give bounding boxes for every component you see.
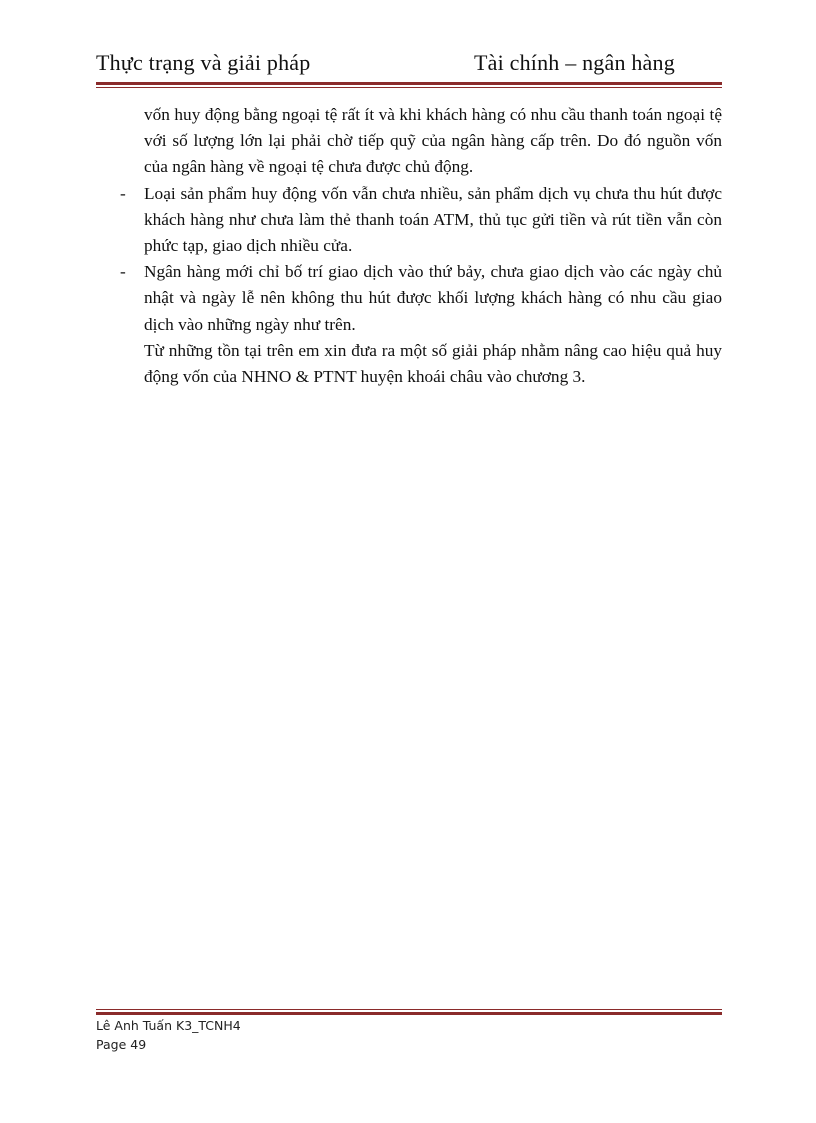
page-header bbox=[96, 50, 722, 82]
header-right-title: Tài chính – ngân hàng bbox=[474, 50, 675, 75]
intro-paragraph: vốn huy động bằng ngoại tệ rất ít và khi khách hàng có nhu cầu thanh toán ngoại tệ với số lượng lớn lại phải chờ tiếp quỹ của ngân hàng cấp trên. Do đó nguồn vốn của ngân hàng về ngoại tệ chưa được chủ động. bbox=[144, 105, 722, 177]
bullet-text: Loại sản phẩm huy động vốn vẫn chưa nhiều, sản phẩm dịch vụ chưa thu hút được khách hàng như chưa làm thẻ thanh toán ATM, thủ tục gửi tiền và rút tiền vẫn còn phức tạp, giao dịch nhiều cửa. bbox=[144, 183, 722, 256]
header-left-title: Thực trạng và giải pháp bbox=[96, 50, 311, 75]
footer-author: Lê Anh Tuấn K3_TCNH4 bbox=[96, 1018, 241, 1033]
header-rule-thick bbox=[96, 82, 722, 85]
page-footer bbox=[96, 1016, 722, 1054]
body-text bbox=[120, 102, 722, 390]
footer-rule-thick bbox=[96, 1012, 722, 1015]
footer-page-number: Page 49 bbox=[96, 1037, 147, 1052]
header-rule-thin bbox=[96, 87, 722, 88]
closing-paragraph: Từ những tồn tại trên em xin đưa ra một số giải pháp nhằm nâng cao hiệu quả huy động vốn của NHNO & PTNT huyện khoái châu vào chương 3. bbox=[144, 340, 722, 387]
bullet-marker: - bbox=[120, 183, 126, 203]
bullet-text: Ngân hàng mới chỉ bố trí giao dịch vào thứ bảy, chưa giao dịch vào các ngày chủ nhật và ngày lễ nên không thu hút được khối lượng khách hàng có nhu cầu giao dịch vào những ngày như trên. bbox=[144, 262, 722, 334]
footer-rule-thin bbox=[96, 1009, 722, 1010]
bullet-item bbox=[120, 181, 722, 260]
bullet-item bbox=[120, 259, 722, 338]
bullet-marker: - bbox=[120, 262, 126, 282]
